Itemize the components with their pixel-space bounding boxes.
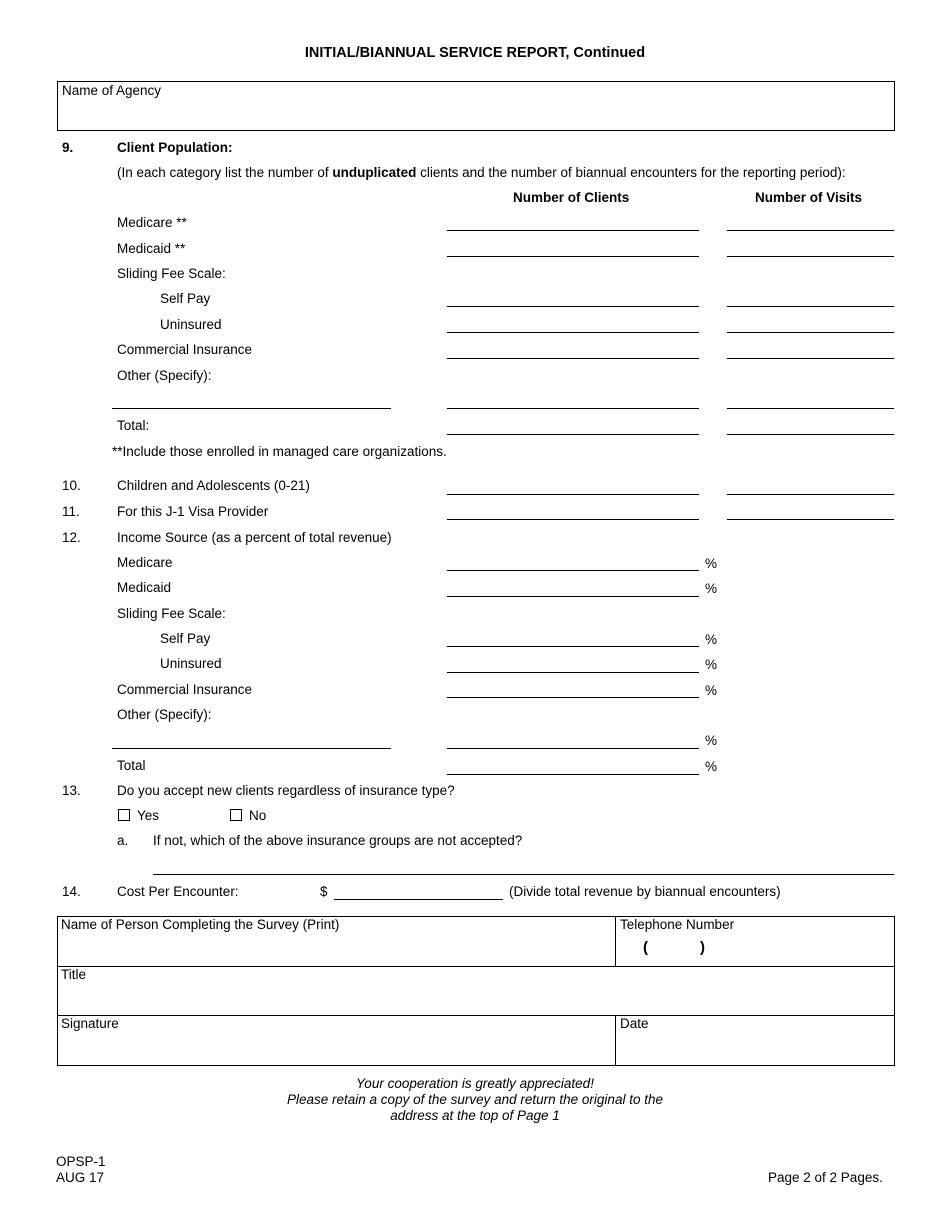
signature-label: Signature	[61, 1016, 119, 1031]
q9-footnote: **Include those enrolled in managed care organizations.	[112, 444, 447, 459]
q9-selfpay-label: Self Pay	[160, 291, 211, 306]
q14-dollar: $	[320, 884, 328, 899]
q13a-letter: a.	[117, 833, 129, 848]
q12-total-field[interactable]	[447, 774, 699, 775]
q12-selfpay-pct: %	[705, 632, 718, 647]
q12-medicare-label: Medicare	[117, 555, 173, 570]
q14-label: Cost Per Encounter:	[117, 884, 239, 899]
page-number: Page 2 of 2 Pages.	[768, 1170, 883, 1185]
q12-total-pct: %	[705, 759, 718, 774]
q12-medicaid-label: Medicaid	[117, 580, 172, 595]
q12-uninsured-label: Uninsured	[160, 656, 222, 671]
q11-clients-field[interactable]	[447, 519, 699, 520]
q9-total-visits-field[interactable]	[727, 434, 894, 435]
col-header-clients: Number of Clients	[513, 190, 630, 205]
q9-uninsured-clients-field[interactable]	[447, 332, 699, 333]
q9-title: Client Population:	[117, 140, 233, 155]
q14-cost-field[interactable]	[334, 899, 503, 900]
closing-line-1: Your cooperation is greatly appreciated!	[356, 1076, 594, 1091]
q9-instructions	[117, 165, 846, 180]
q11-number: 11.	[62, 504, 80, 519]
q9-commercial-visits-field[interactable]	[727, 358, 894, 359]
q13-label: Do you accept new clients regardless of insurance type?	[117, 783, 455, 798]
q12-medicaid-pct: %	[705, 581, 718, 596]
q12-uninsured-pct: %	[705, 657, 718, 672]
q9-commercial-clients-field[interactable]	[447, 358, 699, 359]
q9-medicare-visits-field[interactable]	[727, 230, 894, 231]
person-name-label: Name of Person Completing the Survey (Print)	[61, 917, 340, 932]
page-title: INITIAL/BIANNUAL SERVICE REPORT, Continued	[304, 45, 646, 61]
q9-medicare-label: Medicare **	[117, 215, 187, 230]
q10-clients-field[interactable]	[447, 494, 699, 495]
q10-label: Children and Adolescents (0-21)	[117, 478, 310, 493]
q9-number: 9.	[62, 140, 74, 155]
q12-sliding-label: Sliding Fee Scale:	[117, 606, 226, 621]
q12-total-label: Total	[117, 758, 146, 773]
telephone-label: Telephone Number	[620, 917, 735, 932]
q9-medicaid-clients-field[interactable]	[447, 256, 699, 257]
q12-number: 12.	[62, 530, 81, 545]
telephone-paren-close: )	[700, 939, 705, 956]
q9-instr-pre: (In each category list the number of	[117, 165, 333, 180]
q13-yes-label: Yes	[137, 808, 160, 823]
q12-medicare-pct: %	[705, 556, 718, 571]
q13-no-checkbox[interactable]	[230, 809, 242, 821]
q12-uninsured-field[interactable]	[447, 672, 699, 673]
q12-commercial-pct: %	[705, 683, 718, 698]
q14-number: 14.	[62, 884, 81, 899]
q11-label: For this J-1 Visa Provider	[117, 504, 269, 519]
q9-medicare-clients-field[interactable]	[447, 230, 699, 231]
q11-visits-field[interactable]	[727, 519, 894, 520]
q9-selfpay-visits-field[interactable]	[727, 306, 894, 307]
q9-uninsured-visits-field[interactable]	[727, 332, 894, 333]
q9-other-label: Other (Specify):	[117, 368, 212, 383]
q12-selfpay-label: Self Pay	[160, 631, 211, 646]
q9-selfpay-clients-field[interactable]	[447, 306, 699, 307]
date-label: Date	[620, 1016, 649, 1031]
q12-commercial-field[interactable]	[447, 697, 699, 698]
q12-other-field[interactable]	[447, 748, 699, 749]
q10-visits-field[interactable]	[727, 494, 894, 495]
q12-other-pct: %	[705, 733, 718, 748]
q12-other-specify-field[interactable]	[112, 748, 391, 749]
signature-field[interactable]	[58, 1016, 614, 1064]
form-date: AUG 17	[56, 1170, 105, 1185]
q12-label: Income Source (as a percent of total revenue)	[117, 530, 392, 545]
q9-other-clients-field[interactable]	[447, 408, 699, 409]
telephone-paren-open: (	[643, 939, 648, 956]
q13-no-label: No	[249, 808, 267, 823]
q13-yes-checkbox[interactable]	[118, 809, 130, 821]
q9-medicaid-label: Medicaid **	[117, 241, 186, 256]
q12-medicaid-field[interactable]	[447, 596, 699, 597]
date-field[interactable]	[616, 1016, 894, 1064]
q9-medicaid-visits-field[interactable]	[727, 256, 894, 257]
q9-instr-bold: unduplicated	[332, 165, 417, 180]
agency-label: Name of Agency	[62, 83, 162, 98]
q9-commercial-label: Commercial Insurance	[117, 342, 253, 357]
q12-other-label: Other (Specify):	[117, 707, 212, 722]
closing-line-3: address at the top of Page 1	[390, 1108, 560, 1123]
closing-line-2: Please retain a copy of the survey and return the original to the	[287, 1092, 663, 1107]
telephone-field[interactable]	[616, 917, 894, 965]
q9-other-visits-field[interactable]	[727, 408, 894, 409]
q10-number: 10.	[62, 478, 81, 493]
q13a-answer-field[interactable]	[153, 874, 894, 875]
q9-total-label: Total:	[117, 418, 150, 433]
person-name-field[interactable]	[58, 917, 614, 965]
col-header-visits: Number of Visits	[755, 190, 863, 205]
agency-field[interactable]	[57, 81, 895, 131]
q13a-label: If not, which of the above insurance groups are not accepted?	[153, 833, 523, 848]
q12-commercial-label: Commercial Insurance	[117, 682, 253, 697]
q14-note: (Divide total revenue by biannual encounters)	[509, 884, 781, 899]
title-field[interactable]	[58, 967, 894, 1014]
title-label: Title	[61, 967, 87, 982]
q9-uninsured-label: Uninsured	[160, 317, 222, 332]
q13-number: 13.	[62, 783, 81, 798]
form-number: OPSP-1	[56, 1154, 106, 1169]
q9-total-clients-field[interactable]	[447, 434, 699, 435]
q9-sliding-label: Sliding Fee Scale:	[117, 266, 226, 281]
q9-other-specify-field[interactable]	[112, 408, 391, 409]
q9-instr-post: clients and the number of biannual encounters for the reporting period):	[416, 165, 846, 180]
q12-medicare-field[interactable]	[447, 570, 699, 571]
q12-selfpay-field[interactable]	[447, 646, 699, 647]
